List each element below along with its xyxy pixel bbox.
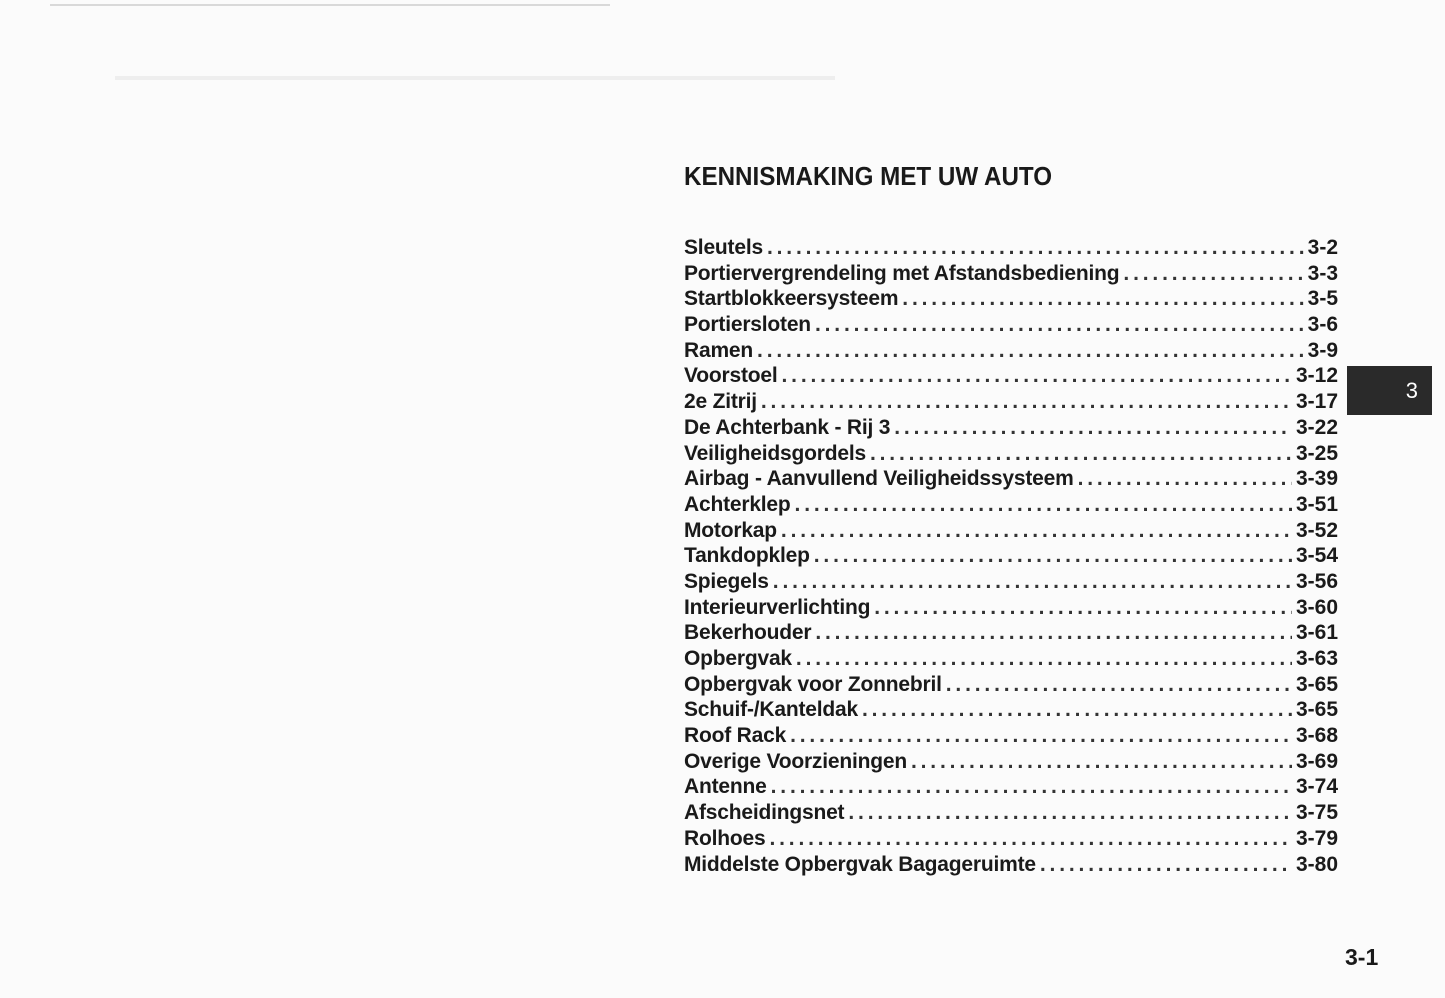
toc-entry bbox=[684, 801, 1338, 827]
toc-entry bbox=[684, 673, 1338, 699]
toc-entry bbox=[684, 416, 1338, 442]
toc-entry bbox=[684, 287, 1338, 313]
toc-entry bbox=[684, 519, 1338, 545]
page-number: 3-1 bbox=[1345, 944, 1379, 970]
page-edge bbox=[50, 4, 610, 6]
toc-entry-page: 3-69 bbox=[1295, 749, 1338, 773]
toc-entry-label: Bekerhouder bbox=[684, 621, 812, 645]
dot-leader bbox=[1078, 467, 1292, 491]
dot-leader bbox=[796, 647, 1292, 671]
toc-entry-page: 3-22 bbox=[1295, 415, 1338, 439]
toc-entry-page: 3-80 bbox=[1295, 852, 1338, 876]
dot-leader bbox=[771, 775, 1292, 799]
table-of-contents bbox=[684, 158, 1338, 878]
toc-entry-page: 3-39 bbox=[1295, 467, 1338, 491]
dot-leader bbox=[773, 570, 1292, 594]
toc-entry bbox=[684, 827, 1338, 853]
toc-entry bbox=[684, 364, 1338, 390]
toc-entry-label: Roof Rack bbox=[684, 724, 787, 748]
toc-entry-label: Interieurverlichting bbox=[684, 595, 871, 619]
dot-leader bbox=[795, 493, 1292, 517]
dot-leader bbox=[769, 827, 1292, 851]
toc-entry-page: 3-68 bbox=[1295, 724, 1338, 748]
toc-entry-page: 3-65 bbox=[1295, 672, 1338, 696]
toc-entry-label: Opbergvak bbox=[684, 647, 792, 670]
dot-leader bbox=[1040, 853, 1292, 877]
toc-entry-label: Overige Voorzieningen bbox=[684, 749, 907, 773]
dot-leader bbox=[911, 750, 1292, 774]
toc-entry-page: 3-60 bbox=[1295, 595, 1338, 619]
toc-entry bbox=[684, 390, 1338, 416]
chapter-tab-number: 3 bbox=[1405, 377, 1418, 403]
toc-entry-page: 3-51 bbox=[1295, 492, 1338, 516]
toc-entry-label: Schuif-/Kanteldak bbox=[684, 698, 858, 722]
dot-leader bbox=[902, 287, 1303, 311]
dot-leader bbox=[757, 339, 1304, 363]
dot-leader bbox=[862, 698, 1292, 722]
toc-entry bbox=[684, 339, 1338, 365]
toc-entry-page: 3-25 bbox=[1295, 441, 1338, 465]
dot-leader bbox=[761, 390, 1292, 414]
dot-leader bbox=[790, 724, 1292, 748]
dot-leader bbox=[874, 596, 1292, 620]
toc-entry-label: 2e Zitrij bbox=[684, 390, 757, 414]
toc-entry-label: Sleutels bbox=[684, 236, 763, 259]
toc-entry-page: 3-54 bbox=[1295, 544, 1338, 568]
chapter-tab bbox=[1347, 366, 1432, 415]
toc-entry-label: Spiegels bbox=[684, 569, 769, 593]
toc-entry bbox=[684, 236, 1338, 262]
toc-entry-page: 3-75 bbox=[1295, 801, 1338, 825]
toc-entry-label: Portiervergrendeling met Afstandsbediening bbox=[684, 261, 1120, 285]
toc-entry bbox=[684, 750, 1338, 776]
toc-entry-page: 3-52 bbox=[1295, 518, 1338, 542]
dot-leader bbox=[814, 544, 1292, 568]
dot-leader bbox=[870, 442, 1292, 466]
toc-entry bbox=[684, 493, 1338, 519]
dot-leader bbox=[781, 519, 1292, 543]
toc-entry-label: Portiersloten bbox=[684, 313, 811, 337]
toc-entry bbox=[684, 262, 1338, 288]
toc-entry-label: Afscheidingsnet bbox=[684, 801, 845, 825]
toc-entry bbox=[684, 313, 1338, 339]
toc-entry-label: Voorstoel bbox=[684, 364, 778, 388]
dot-leader bbox=[767, 236, 1304, 260]
toc-entry bbox=[684, 442, 1338, 468]
toc-entry-page: 3-9 bbox=[1307, 338, 1338, 362]
toc-entry-page: 3-63 bbox=[1295, 647, 1338, 670]
toc-entry bbox=[684, 570, 1338, 596]
toc-entry-label: Startblokkeersysteem bbox=[684, 287, 899, 311]
toc-entry-label: Rolhoes bbox=[684, 826, 766, 850]
toc-entry-page: 3-65 bbox=[1295, 698, 1338, 722]
toc-entry-page: 3-6 bbox=[1307, 313, 1338, 337]
toc-entry-label: Airbag - Aanvullend Veiligheidssysteem bbox=[684, 467, 1074, 491]
toc-entry bbox=[684, 698, 1338, 724]
toc-entry-label: Veiligheidsgordels bbox=[684, 441, 866, 465]
bleed-through-rule bbox=[115, 76, 835, 80]
toc-entry bbox=[684, 775, 1338, 801]
toc-entry bbox=[684, 467, 1338, 493]
toc-entry-label: Opbergvak voor Zonnebril bbox=[684, 672, 942, 696]
toc-entry-page: 3-3 bbox=[1307, 261, 1338, 285]
dot-leader bbox=[815, 621, 1292, 645]
toc-entry-page: 3-5 bbox=[1307, 287, 1338, 311]
toc-entry-page: 3-2 bbox=[1307, 236, 1338, 259]
dot-leader bbox=[815, 313, 1304, 337]
toc-entry-label: Ramen bbox=[684, 338, 754, 362]
toc-list bbox=[684, 236, 1338, 878]
toc-entry-page: 3-17 bbox=[1295, 390, 1338, 414]
dot-leader bbox=[848, 801, 1292, 825]
dot-leader bbox=[1123, 262, 1303, 286]
toc-entry-page: 3-12 bbox=[1295, 364, 1338, 388]
dot-leader bbox=[782, 364, 1292, 388]
dot-leader bbox=[946, 673, 1292, 697]
toc-entry-label: Tankdopklep bbox=[684, 544, 810, 568]
toc-entry-page: 3-61 bbox=[1295, 621, 1338, 645]
toc-entry bbox=[684, 621, 1338, 647]
dot-leader bbox=[894, 416, 1292, 440]
toc-entry-page: 3-56 bbox=[1295, 569, 1338, 593]
toc-entry-label: De Achterbank - Rij 3 bbox=[684, 415, 891, 439]
toc-entry bbox=[684, 724, 1338, 750]
toc-entry-label: Middelste Opbergvak Bagageruimte bbox=[684, 852, 1036, 876]
toc-entry bbox=[684, 596, 1338, 622]
toc-entry-label: Achterklep bbox=[684, 492, 791, 516]
toc-entry-label: Motorkap bbox=[684, 518, 777, 542]
chapter-title: KENNISMAKING MET UW AUTO bbox=[684, 161, 1053, 191]
toc-entry-page: 3-74 bbox=[1295, 775, 1338, 799]
toc-entry-page: 3-79 bbox=[1295, 826, 1338, 850]
toc-entry bbox=[684, 647, 1338, 673]
toc-entry bbox=[684, 544, 1338, 570]
toc-entry bbox=[684, 853, 1338, 879]
toc-entry-label: Antenne bbox=[684, 775, 767, 799]
